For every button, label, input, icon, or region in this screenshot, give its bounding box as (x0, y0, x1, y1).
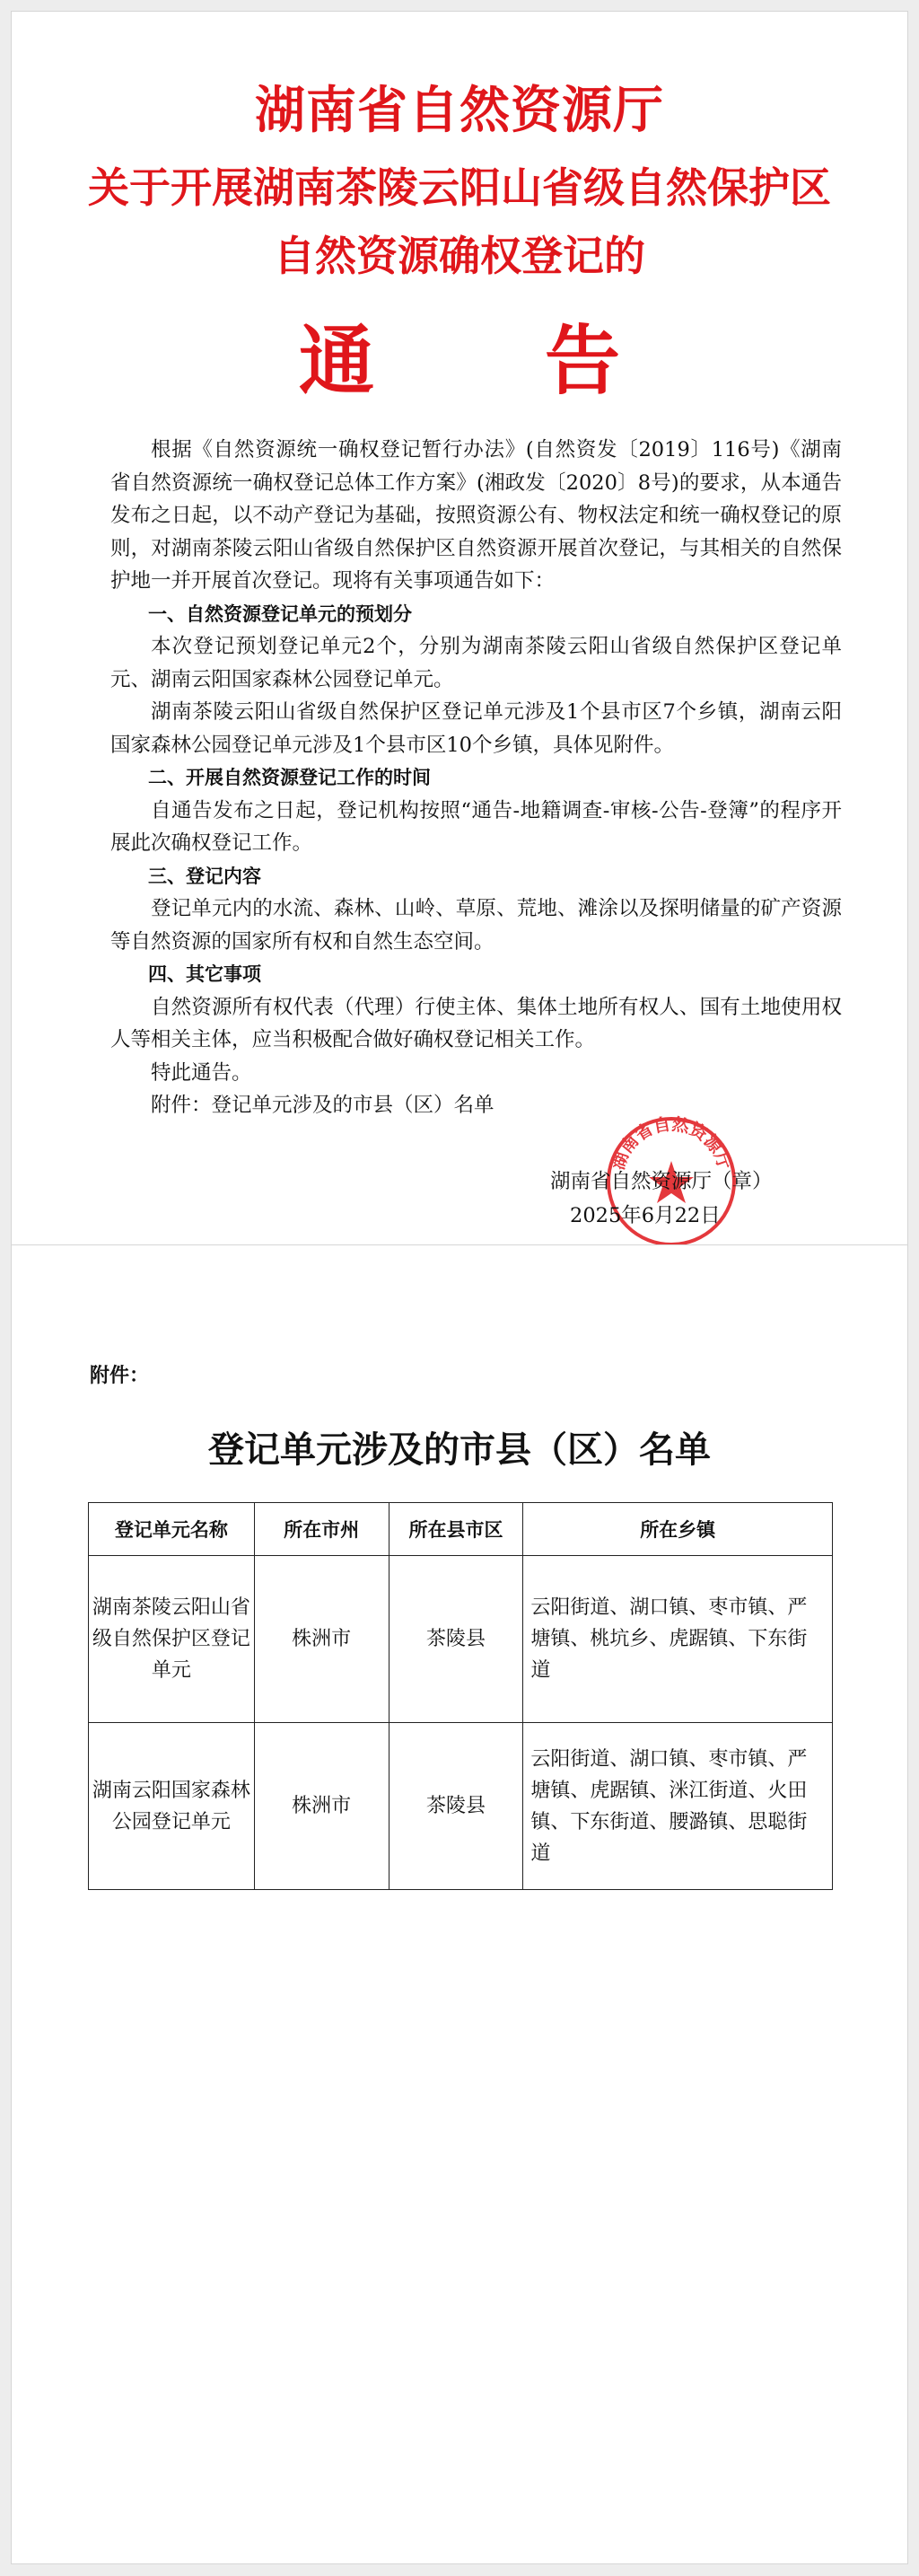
section1-paragraph-b: 湖南茶陵云阳山省级自然保护区登记单元涉及1个县市区7个乡镇，湖南云阳国家森林公园登记单元涉及1个县市区10个乡镇，具体见附件。 (110, 700, 842, 757)
cell-city: 株洲市 (254, 1723, 389, 1890)
intro-paragraph: 根据《自然资源统一确权登记暂行办法》(自然资发〔2019〕116号)《湖南省自然资源统一确权登记总体工作方案》(湘政发〔2020〕8号)的要求，从本通告发布之日起，以不动产登记为基础，按照资源公有、物权法定和统一确权登记的原则，对湖南茶陵云阳山省级自然保护区自然资源开展首次登记，与其相关的自然保护地一并开展首次登记。现将有关事项通告如下： (110, 438, 842, 593)
cell-city: 株洲市 (254, 1556, 389, 1723)
issuing-organization: 湖南省自然资源厅 (255, 81, 664, 140)
table-row (89, 1723, 833, 1890)
column-header-unit: 登记单元名称 (89, 1503, 255, 1556)
notice-heading-char1: 通 (298, 316, 374, 405)
table-row (89, 1556, 833, 1723)
appendix-title: 登记单元涉及的市县（区）名单 (208, 1429, 711, 1471)
appendix-label: 附件： (90, 1365, 150, 1387)
notice-body (110, 434, 842, 1122)
section3-paragraph: 登记单元内的水流、森林、山岭、草原、荒地、滩涂以及探明储量的矿产资源等自然资源的国家所有权和自然生态空间。 (110, 897, 842, 954)
section-heading-1: 一、自然资源登记单元的预划分 (148, 602, 412, 625)
cell-unit-name: 湖南云阳国家森林公园登记单元 (89, 1723, 255, 1890)
attachment-line: 附件：登记单元涉及的市县（区）名单 (151, 1094, 495, 1117)
section4-paragraph: 自然资源所有权代表（代理）行使主体、集体土地所有权人、国有土地使用权人等相关主体，应当积极配合做好确权登记相关工作。 (110, 995, 842, 1051)
cell-towns: 云阳街道、湖口镇、枣市镇、严塘镇、虎踞镇、洣江街道、火田镇、下东街道、腰潞镇、思聪街道 (523, 1723, 833, 1890)
appendix-page (11, 1244, 908, 2564)
cell-county: 茶陵县 (389, 1723, 523, 1890)
column-header-county: 所在县市区 (389, 1503, 523, 1556)
section-heading-4: 四、其它事项 (148, 963, 261, 985)
section2-paragraph: 自通告发布之日起，登记机构按照“通告-地籍调查-审核-公告-登簿”的程序开展此次确权登记工作。 (110, 798, 842, 855)
svg-text:湖南省自然资源厅: 湖南省自然资源厅 (608, 1114, 735, 1173)
column-header-city: 所在市州 (254, 1503, 389, 1556)
closing-line: 特此通告。 (151, 1060, 252, 1085)
section-heading-2: 二、开展自然资源登记工作的时间 (148, 767, 431, 788)
cell-unit-name: 湖南茶陵云阳山省级自然保护区登记单元 (89, 1556, 255, 1723)
notice-heading (12, 301, 907, 409)
table-header-row (89, 1503, 833, 1556)
section1-paragraph-a: 本次登记预划登记单元2个，分别为湖南茶陵云阳山省级自然保护区登记单元、湖南云阳国家森林公园登记单元。 (110, 635, 842, 691)
notice-page (11, 11, 908, 1279)
notice-title-line1: 关于开展湖南茶陵云阳山省级自然保护区 (88, 163, 831, 212)
notice-heading-char2: 告 (545, 316, 621, 405)
signature-org: 湖南省自然资源厅（章） (550, 1170, 773, 1193)
registration-units-table (88, 1502, 833, 1890)
notice-title-line2: 自然资源确权登记的 (274, 232, 645, 280)
signature-date: 2025年6月22日 (570, 1204, 721, 1227)
cell-towns: 云阳街道、湖口镇、枣市镇、严塘镇、桃坑乡、虎踞镇、下东街道 (523, 1556, 833, 1723)
section-heading-3: 三、登记内容 (148, 865, 261, 887)
cell-county: 茶陵县 (389, 1556, 523, 1723)
column-header-towns: 所在乡镇 (523, 1503, 833, 1556)
